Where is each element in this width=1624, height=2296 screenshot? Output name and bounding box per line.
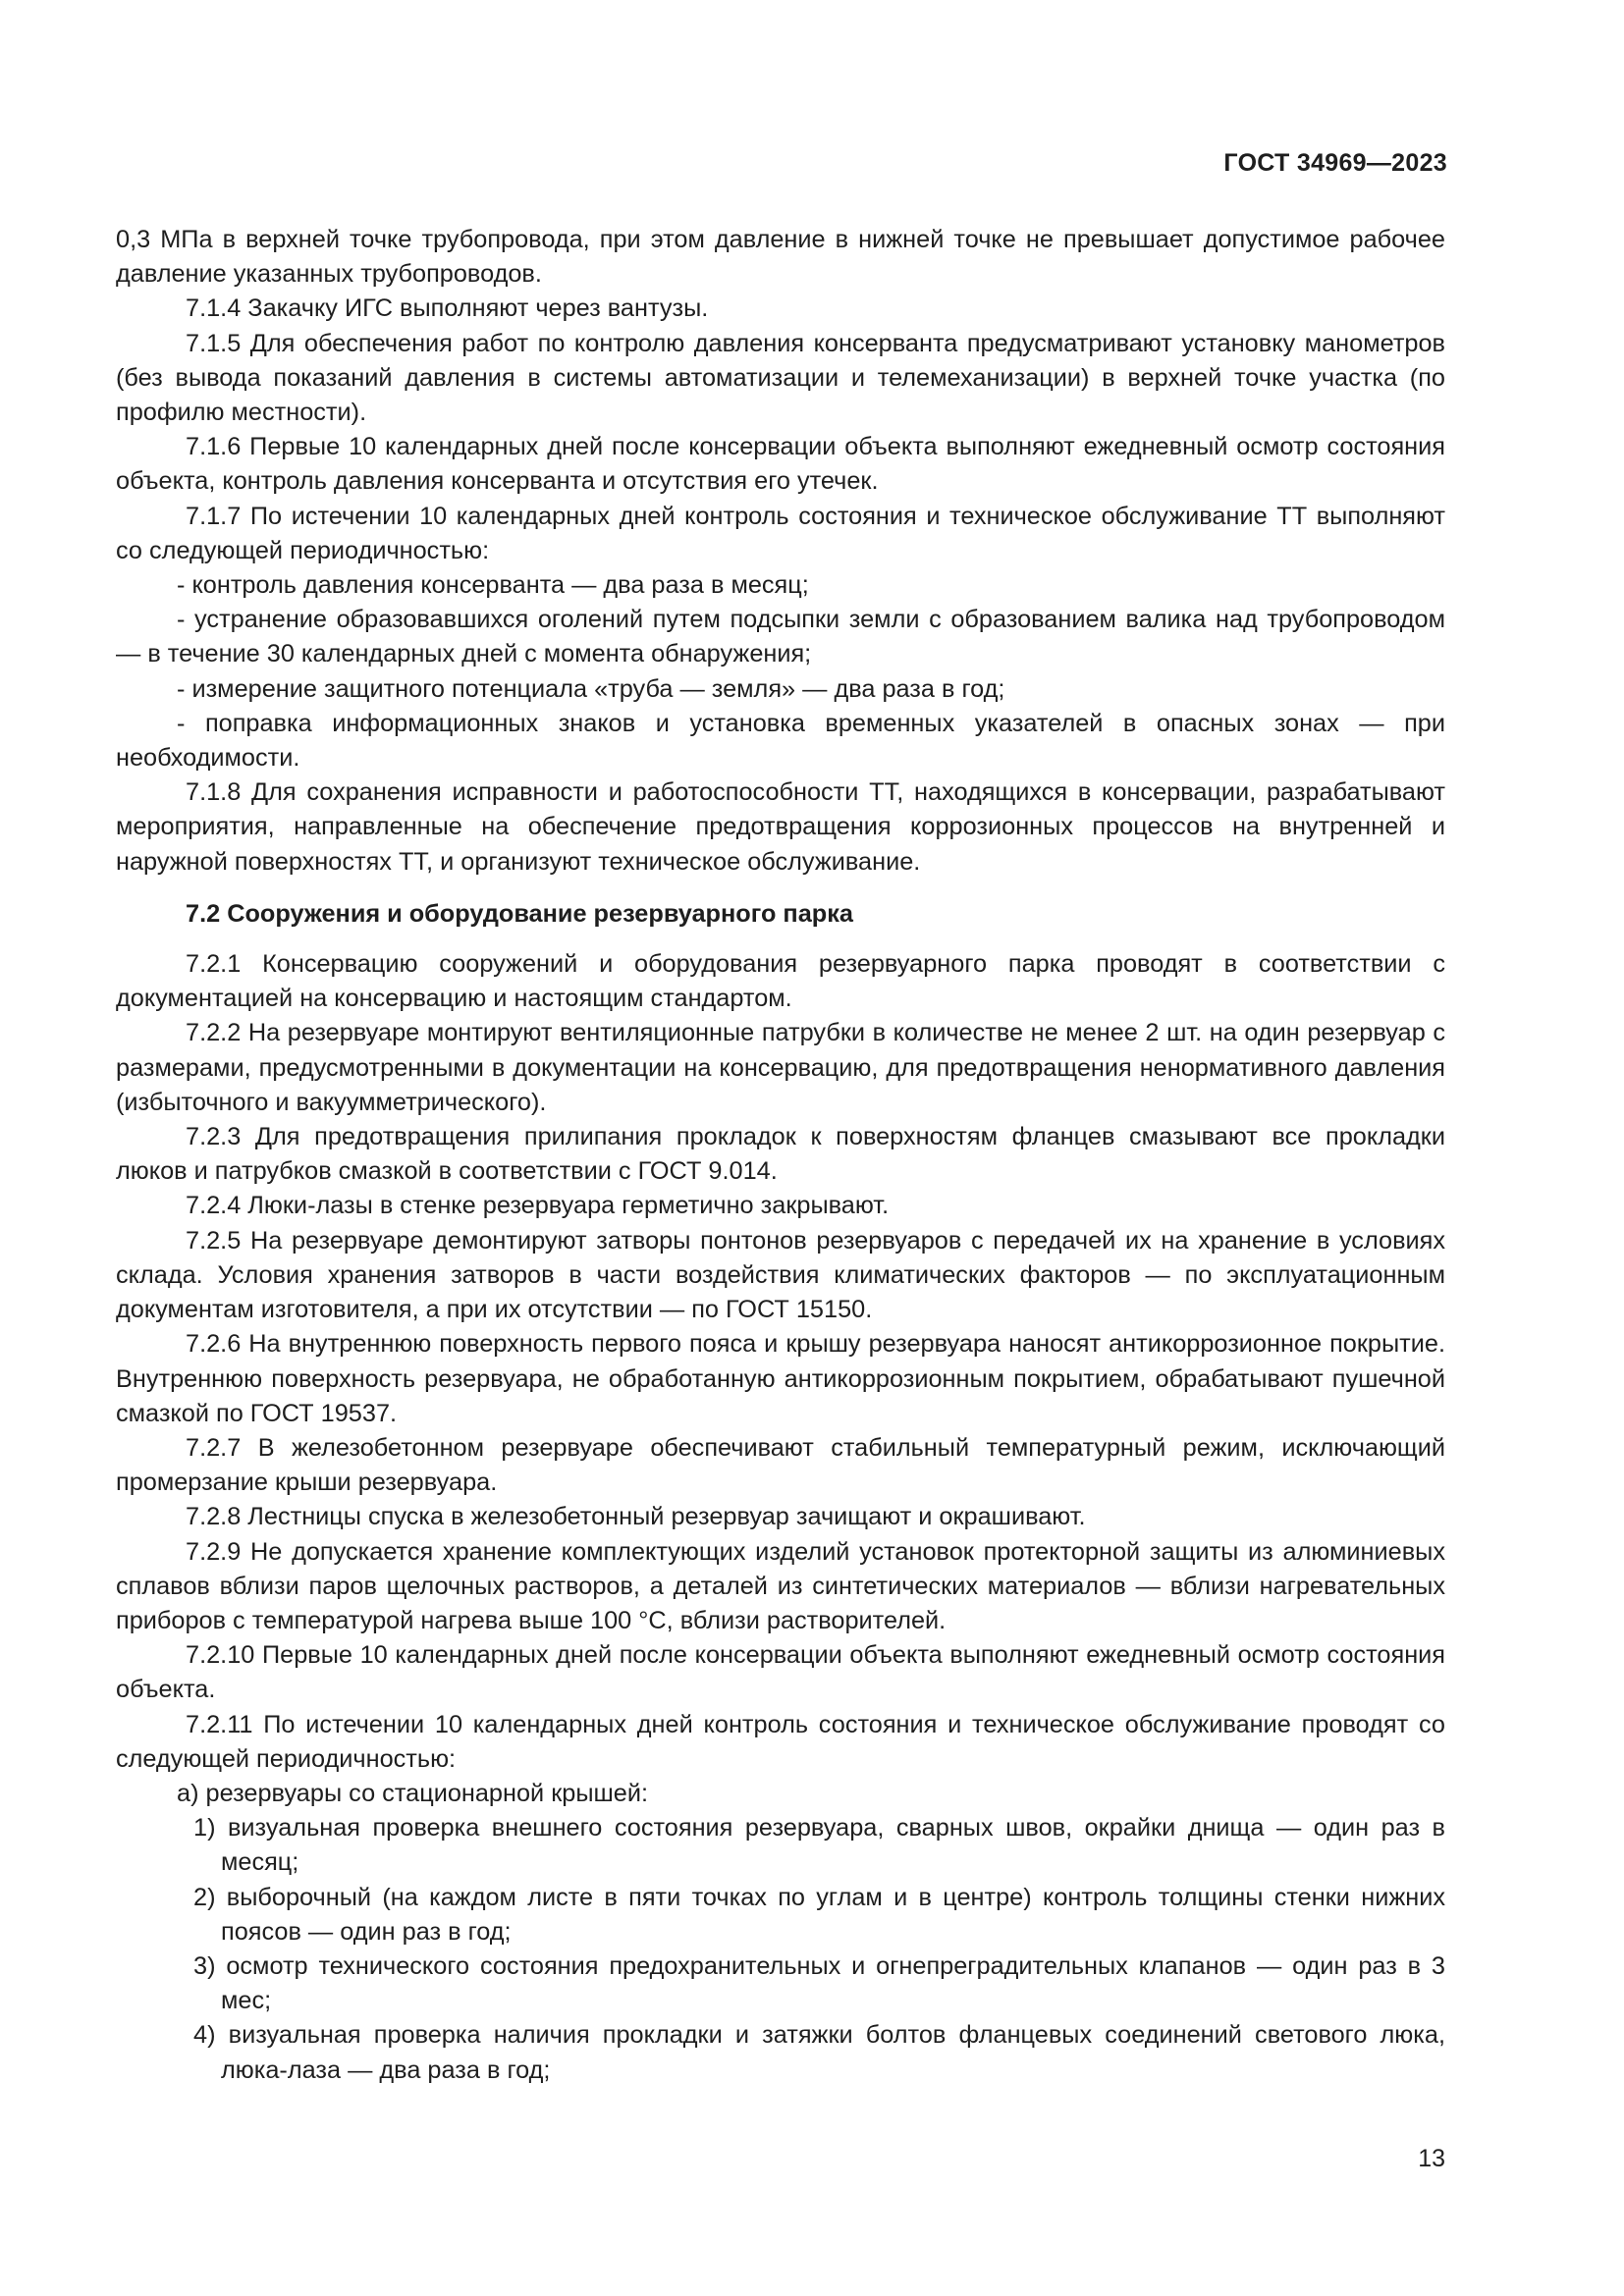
paragraph: 0,3 МПа в верхней точке трубопровода, при этом давление в нижней точке не превышает допустимое рабочее давление указанных трубопроводов. <box>116 226 1445 289</box>
paragraph: 7.1.6 Первые 10 календарных дней после консервации объекта выполняют ежедневный осмотр состояния объекта, контроль давления консерванта и отсутствия его утечек. <box>116 433 1445 496</box>
list-item-letter: а) резервуары со стационарной крышей: <box>177 1779 649 1807</box>
dash-list-item: - поправка информационных знаков и установка временных указателей в опасных зонах — при необходимости. <box>116 709 1445 773</box>
list-item-numbered: 2) выборочный (на каждом листе в пяти точках по углам и в центре) контроль толщины стенки нижних поясов — один раз в год; <box>193 1883 1445 1946</box>
paragraph: 7.1.5 Для обеспечения работ по контролю давления консерванта предусматривают установку манометров (без вывода показаний давления в системы автоматизации и телемеханизации) в верхней точке участка (по профилю местности). <box>116 329 1445 427</box>
section-heading: 7.2 Сооружения и оборудование резервуарного парка <box>186 899 853 928</box>
paragraph: 7.2.3 Для предотвращения прилипания прокладок к поверхностям фланцев смазывают все прокладки люков и патрубков смазкой в соответствии с ГОСТ 9.014. <box>116 1123 1445 1186</box>
paragraph: 7.2.6 На внутреннюю поверхность первого пояса и крышу резервуара наносят антикоррозионное покрытие. Внутреннюю поверхность резервуара, не обработанную антикоррозионным покрытием, обрабатывают пушечной смазкой по ГОСТ 19537. <box>116 1330 1445 1427</box>
dash-list-item: - устранение образовавшихся оголений путем подсыпки земли с образованием валика над трубопроводом — в течение 30 календарных дней с момента обнаружения; <box>116 606 1445 668</box>
paragraph: 7.2.5 На резервуаре демонтируют затворы понтонов резервуаров с передачей их на хранение в условиях склада. Условия хранения затворов в части воздействия климатических факторов — по эксплуатационным документам изготовителя, а при их отсутствии — по ГОСТ 15150. <box>116 1226 1445 1324</box>
list-item-numbered: 3) осмотр технического состояния предохранительных и огнепреградительных клапанов — один раз в 3 мес; <box>193 1951 1445 2015</box>
dash-list-item: - контроль давления консерванта — два раза в месяц; <box>177 571 809 600</box>
dash-list-item: - измерение защитного потенциала «труба — земля» — два раза в год; <box>177 674 1005 703</box>
document-header: ГОСТ 34969—2023 <box>1223 149 1447 177</box>
paragraph: 7.2.8 Лестницы спуска в железобетонный резервуар зачищают и окрашивают. <box>186 1503 1086 1531</box>
paragraph: 7.2.2 На резервуаре монтируют вентиляционные патрубки в количестве не менее 2 шт. на один резервуар с размерами, предусмотренными в документации на консервацию, для предотвращения ненормативного давления (избыточного и вакуумметрического). <box>116 1019 1445 1116</box>
document-body <box>116 223 1445 2088</box>
list-item-numbered: 4) визуальная проверка наличия прокладки и затяжки болтов фланцевых соединений светового люка, люка-лаза — два раза в год; <box>193 2021 1445 2084</box>
paragraph: 7.2.7 В железобетонном резервуаре обеспечивают стабильный температурный режим, исключающий промерзание крыши резервуара. <box>116 1433 1445 1497</box>
page-number: 13 <box>1418 2145 1445 2172</box>
paragraph: 7.2.1 Консервацию сооружений и оборудования резервуарного парка проводят в соответствии с документацией на консервацию и настоящим стандартом. <box>116 950 1445 1013</box>
paragraph: 7.1.8 Для сохранения исправности и работоспособности ТТ, находящихся в консервации, разрабатывают мероприятия, направленные на обеспечение предотвращения коррозионных процессов на внутренней и наружной поверхностях ТТ, и организуют техническое обслуживание. <box>116 778 1445 876</box>
paragraph: 7.2.11 По истечении 10 календарных дней контроль состояния и техническое обслуживание проводят со следующей периодичностью: <box>116 1710 1445 1773</box>
paragraph: 7.2.10 Первые 10 календарных дней после консервации объекта выполняют ежедневный осмотр состояния объекта. <box>116 1641 1445 1704</box>
paragraph: 7.2.4 Люки-лазы в стенке резервуара герметично закрывают. <box>186 1192 890 1220</box>
paragraph: 7.1.4 Закачку ИГС выполняют через вантузы. <box>186 294 709 323</box>
list-item-numbered: 1) визуальная проверка внешнего состояния резервуара, сварных швов, окрайки днища — один раз в месяц; <box>193 1814 1445 1877</box>
paragraph: 7.2.9 Не допускается хранение комплектующих изделий установок протекторной защиты из алюминиевых сплавов вблизи паров щелочных растворов, а деталей из синтетических материалов — вблизи нагревательных приборов с температурой нагрева выше 100 °С, вблизи растворителей. <box>116 1537 1445 1634</box>
paragraph: 7.1.7 По истечении 10 календарных дней контроль состояния и техническое обслуживание ТТ выполняют со следующей периодичностью: <box>116 502 1445 564</box>
